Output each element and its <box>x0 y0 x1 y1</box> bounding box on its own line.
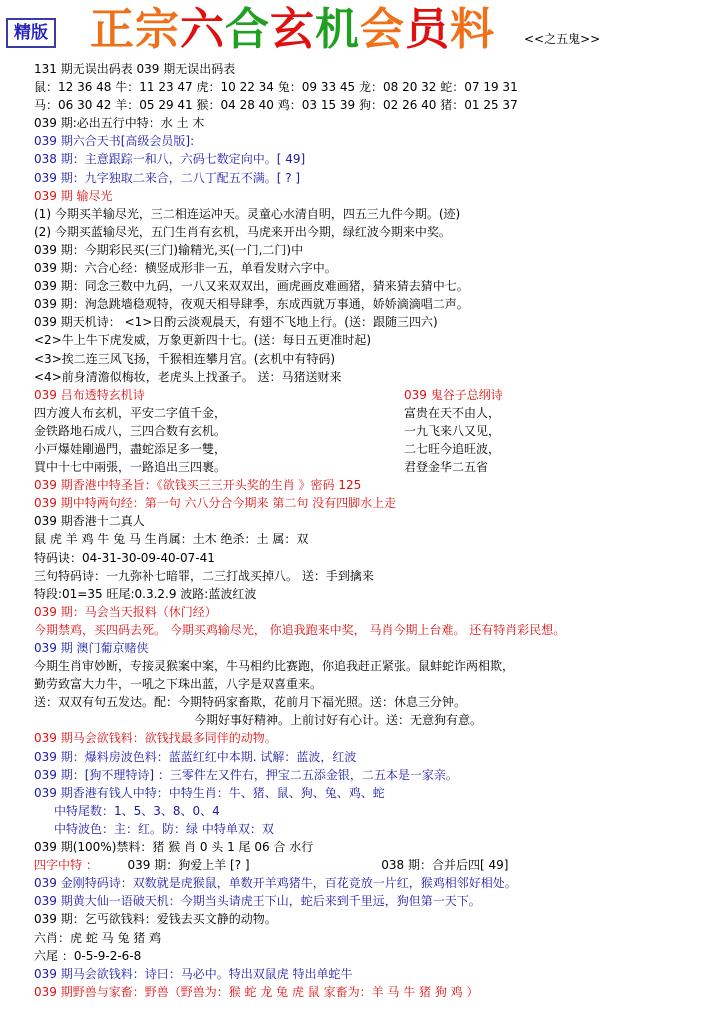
text-line: 三句特码诗：一九弥补七暗罪，二三打战买掉八。 送：手到擒来 <box>34 568 374 583</box>
text-line: 039 期 澳门葡京赌侠 <box>34 641 149 655</box>
poem-left-line: 四方渡人布玄机，平安二字值千金， <box>34 405 227 420</box>
text-line: 鼠 虎 羊 鸡 牛 兔 马 生肖属：土木 绝杀：土 属：双 <box>34 532 309 547</box>
text-line: 039 期：同念三数中九码，一八又来双双出，画虎画皮难画猪，猜来猜去猜中七。 <box>34 279 469 294</box>
text-line: 送：双双有句五发达。配：今期特码家畜欺，花前月下福光照。送：休息三分钟。 <box>34 695 467 710</box>
text-line: 039 期：乞丐欲钱料：爱钱去买文静的动物。 <box>34 912 277 927</box>
poem-rows <box>34 404 704 476</box>
section-top <box>34 60 704 386</box>
page-title <box>90 4 495 56</box>
text-line: 特码诀：04-31-30-09-40-07-41 <box>34 550 215 565</box>
text-line: 039 期六合天书[高级会员版]: <box>34 134 195 149</box>
text-line: 038 期：主意跟踪一和八，六码七数定向中。[ 49] <box>34 152 306 167</box>
text-line: 131 期无误出码表 039 期无误出码表 <box>34 62 236 76</box>
text-line: 039 期马会欲钱料：欲钱找最多同伴的动物。 <box>34 731 277 746</box>
text-line: 039 期：今期彩民买(三门)输精光,买(一门,二门)中 <box>34 242 304 257</box>
text-line: 039 期：马会当天报料（休门经） <box>34 604 217 619</box>
text-line: 039 期 输尽光 <box>34 188 113 203</box>
text-line: <3>挨二连三风飞扬，千猴相连攀月宫。(玄机中有特码) <box>34 351 336 366</box>
text-line: 039 期：六合心经：横竖成形非一五，单看发财六字中。 <box>34 261 337 276</box>
text-line: 039 期(100%)禁料：猪 猴 肖 0 头 1 尾 06 合 水行 <box>34 840 314 855</box>
poem-left-line: 小戸爆娃剛過門，盡蛇添足多一雙， <box>34 441 227 456</box>
text-line: 039 期中特两句经：第一句 六八分合今期来 第二句 没有四脚水上走 <box>34 496 397 511</box>
title-part: 合 <box>225 4 270 55</box>
mixed-line-middle: 039 期：狗爱上羊 [? ] <box>127 858 250 873</box>
poem-row <box>34 440 704 458</box>
poem-row <box>34 404 704 422</box>
text-line: 马：06 30 42 羊：05 29 41 猴：04 28 40 鸡：03 15 39 狗：02 26 40 猪：01 25 37 <box>34 98 518 113</box>
text-line: (2) 今期买蓝输尽光，五门生肖有玄机，马虎来开出今期，绿红波今期来中奖。 <box>34 224 451 239</box>
text-line: <4>前身清澹似梅妆，老虎头上找蚤子。 送：马猪送财来 <box>34 369 342 384</box>
title-part: 正宗 <box>90 4 180 55</box>
text-line: 039 期:必出五行中特：水 土 木 <box>34 116 205 131</box>
text-line: 鼠：12 36 48 牛：11 23 47 虎：10 22 34 兔：09 33 45 龙：08 20 32 蛇：07 19 31 <box>34 80 518 95</box>
section-bottom <box>34 874 704 1001</box>
page-subtitle: <<之五鬼>> <box>524 32 601 46</box>
poem-right-line: 二七旺今追旺波， <box>404 441 501 456</box>
title-part: 玄 <box>270 4 315 55</box>
poem-left-line: 金铁路地石成八，三四合数有玄机。 <box>34 423 227 438</box>
poem-right-line: 君登金华二五省 <box>404 460 489 475</box>
poem-left-title: 039 吕布透特玄机诗 <box>34 387 145 402</box>
text-line: 039 期：九字独取二来合，二八丁配五不满。[ ? ] <box>34 170 301 185</box>
text-line: 039 期：洵急跳墙稳观特，夜观天相导肆季，东成西就万事通，娇娇滴滴唱二声。 <box>34 297 469 312</box>
header <box>0 0 713 60</box>
poem-left-line: 買中十七中兩張，一路追出三四裹。 <box>34 460 227 475</box>
text-line: 中特尾数：1、5、3、8、0、4 <box>54 803 220 818</box>
mixed-line-left: 四字中特 ： <box>34 858 98 873</box>
text-line: 039 期香港中特圣旨：《欲钱买三三开头奖的生肖 》密码 125 <box>34 478 362 493</box>
text-line: 039 期：[狗不理特诗] ：三零件左又件右，押宝二五添金银，二五本是一家亲。 <box>34 767 458 782</box>
title-part: 员 <box>405 4 450 55</box>
poem-row <box>34 422 704 440</box>
text-line: 六尾 ：0-5-9-2-6-8 <box>34 948 142 963</box>
text-line: 039 期香港有钱人中特：中特生肖：牛、猪、鼠、狗、兔、鸡、蛇 <box>34 785 385 800</box>
poem-titles-row <box>34 386 704 404</box>
poem-right-title: 039 鬼谷子总纲诗 <box>404 387 503 402</box>
mixed-line <box>34 856 704 874</box>
title-part: 机 <box>315 4 360 55</box>
text-line: 六肖：虎 蛇 马 兔 猪 鸡 <box>34 930 162 945</box>
text-line: 中特波色：主：红。防：绿 中特单双：双 <box>54 821 274 836</box>
text-line: <2>牛上牛下虎发威，万象更新四十七。(送：每日五更准时起) <box>34 333 372 348</box>
text-line: 039 期香港十二真人 <box>34 514 145 529</box>
text-line: 039 金刚特码诗：双数就是虎猴鼠，单数开羊鸡猪牛，百花竞放一片红，猴鸡相邻好相处。 <box>34 876 517 891</box>
section-middle <box>34 476 704 856</box>
poem-right-line: 富贵在天不由人， <box>404 405 501 420</box>
text-line: 039 期：爆料房波色料：蓝蓝红红中本期. 试解：蓝波，红波 <box>34 749 357 764</box>
text-line: 今期好事好精神。上前讨好有心计。送：无意狗有意。 <box>194 713 483 728</box>
title-part: 料 <box>450 4 495 55</box>
text-line: 今期禁鸡，买四码去死。 今期买鸡输尽光， 你追我跑来中奖， 马肖今期上台难。 还有特肖彩民想。 <box>34 622 566 637</box>
mixed-line-right: 038 期：合并后四[ 49] <box>381 858 509 873</box>
text-line: 039 期野兽与家畜：野兽（野兽为：猴 蛇 龙 兔 虎 鼠 家畜为：羊 马 牛 猪 狗 鸡 ） <box>34 984 479 999</box>
text-line: 039 期天机诗： <1>日酌云淡观晨天，有翅不飞地上行。(送：跟随三四六) <box>34 315 438 330</box>
poem-right-line: 一九飞来八又见， <box>404 423 501 438</box>
text-line: (1) 今期买羊输尽光，三二相连运冲天。灵童心水清自明，四五三九件今期。(迹) <box>34 206 461 221</box>
edition-badge: 精版 <box>6 18 56 48</box>
poem-row <box>34 458 704 476</box>
document-body <box>34 60 704 1001</box>
text-line: 特段:01=35 旺尾:0.3.2.9 波路:蓝波红波 <box>34 586 257 601</box>
title-part: 会 <box>360 4 405 55</box>
text-line: 039 期马会欲钱料：诗曰：马必中。特出双鼠虎 特出单蛇牛 <box>34 966 353 981</box>
text-line: 勤劳致富大力牛，一吼之下珠出蓝，八字是双喜重来。 <box>34 677 323 692</box>
text-line: 今期生肖审妙断，专接灵猴案中案，牛马相约比赛跑，你追我赶正紧张。鼠蚌蛇诈两相欺， <box>34 659 515 674</box>
text-line: 039 期黄大仙一语破天机：今期当头请虎王下山，蛇后来到千里远，狗但第一天下。 <box>34 894 481 909</box>
title-part: 六 <box>180 4 225 55</box>
